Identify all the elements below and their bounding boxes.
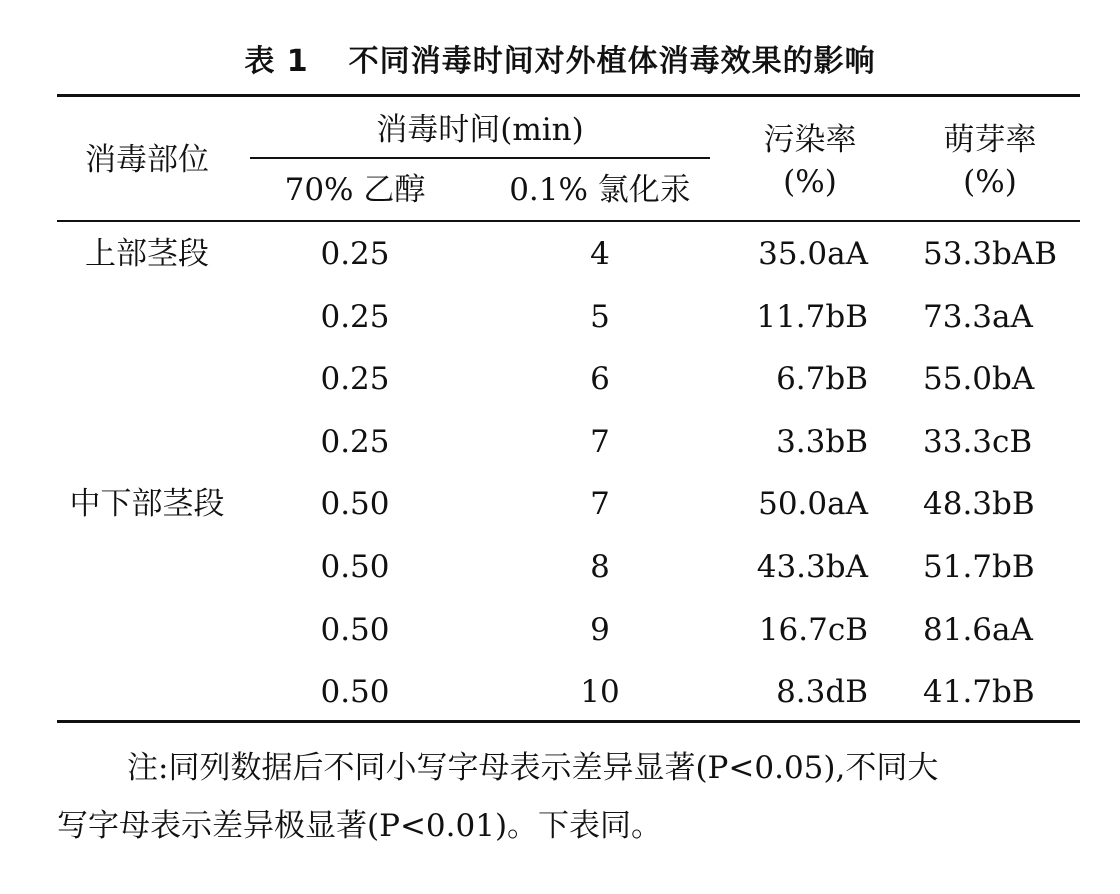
table-caption: 不同消毒时间对外植体消毒效果的影响 [348,44,876,79]
cell-mercury: 9 [590,611,610,648]
cell-germination: 41.7bB [923,674,1035,711]
cell-mercury: 4 [590,236,610,272]
cell-contamination: 6.7bB [776,361,868,398]
cell-mercury: 7 [590,486,610,523]
cell-germination: 81.6aA [923,611,1033,648]
header-rule [57,220,1080,222]
cell-contamination: 35.0aA [758,236,868,272]
table-number: 表 1 [244,44,309,79]
cell-contamination: 43.3bA [756,549,868,585]
table-note-line-1: 注:同列数据后不同小写字母表示差异显著(P<0.05),不同大 [127,750,939,786]
cell-germination: 73.3aA [923,298,1033,335]
table-title [0,36,1120,80]
cell-contamination: 11.7bB [756,298,868,335]
cell-ethanol: 0.50 [320,674,390,711]
cell-part: 中下部茎段 [69,486,225,523]
header-time-group: 消毒时间(min) [376,112,584,148]
header-ethanol: 70% 乙醇 [284,172,426,208]
cell-germination: 51.7bB [923,549,1035,585]
header-contamination: 污染率 [763,122,857,158]
cell-germination: 53.3bAB [923,236,1058,272]
header-mercury: 0.1% 氯化汞 [509,172,691,208]
cell-mercury: 10 [580,674,620,711]
cell-ethanol: 0.50 [320,611,390,648]
header-group-rule [250,157,710,159]
cell-contamination: 50.0aA [758,486,868,523]
bottom-rule [57,720,1080,723]
cell-contamination: 8.3dB [776,674,868,711]
cell-mercury: 7 [590,423,610,460]
cell-mercury: 8 [590,549,610,585]
top-rule [57,94,1080,97]
cell-mercury: 6 [590,361,610,398]
header-contamination-unit: (%) [783,164,837,200]
cell-contamination: 3.3bB [776,423,868,460]
cell-germination: 33.3cB [923,423,1033,460]
cell-ethanol: 0.50 [320,549,390,585]
cell-ethanol: 0.25 [320,236,390,272]
cell-part: 上部茎段 [85,236,209,272]
cell-ethanol: 0.25 [320,298,390,335]
cell-ethanol: 0.25 [320,423,390,460]
cell-contamination: 16.7cB [758,611,868,648]
cell-ethanol: 0.25 [320,361,390,398]
header-germination-unit: (%) [963,164,1017,200]
cell-germination: 48.3bB [923,486,1035,523]
cell-mercury: 5 [590,298,610,335]
cell-ethanol: 0.50 [320,486,390,523]
cell-germination: 55.0bA [923,361,1035,398]
header-germination: 萌芽率 [943,122,1037,158]
table-note-line-2: 写字母表示差异极显著(P<0.01)。下表同。 [57,808,663,844]
header-part: 消毒部位 [85,142,209,178]
